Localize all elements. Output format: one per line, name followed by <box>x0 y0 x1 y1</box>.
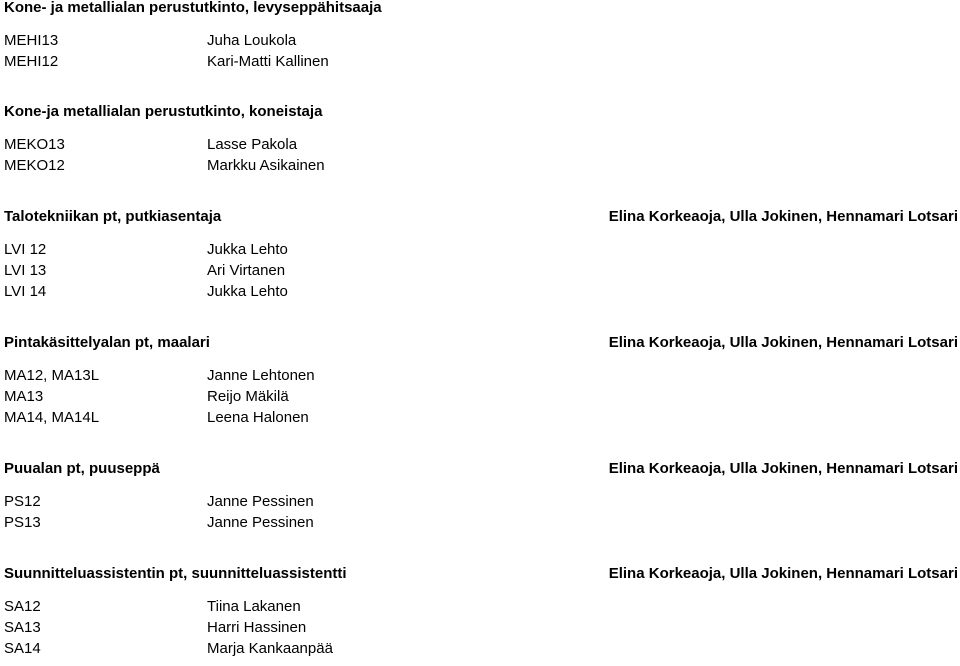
group-code: LVI 14 <box>4 283 47 300</box>
section-heading-row <box>4 563 958 584</box>
section-heading: Kone- ja metallialan perustutkinto, levyseppähitsaaja <box>4 0 382 16</box>
section-heading: Puualan pt, puuseppä <box>4 460 160 477</box>
group-teacher: Harri Hassinen <box>207 619 307 636</box>
section-heading-row <box>4 458 958 479</box>
group-code: MA14, MA14L <box>4 409 100 426</box>
group-teacher: Reijo Mäkilä <box>207 388 289 405</box>
group-row <box>4 617 604 638</box>
group-list <box>4 239 604 302</box>
group-code: MEHI12 <box>4 53 59 70</box>
group-list <box>4 596 604 659</box>
group-code: LVI 13 <box>4 262 47 279</box>
section-suunnitteluassistentti <box>4 563 958 657</box>
section-heading: Pintakäsittelyalan pt, maalari <box>4 334 210 351</box>
group-list <box>4 365 604 428</box>
group-list <box>4 30 604 72</box>
section-heading: Suunnitteluassistentin pt, suunnitteluassistentti <box>4 565 347 582</box>
group-teacher: Jukka Lehto <box>207 283 288 300</box>
group-row <box>4 407 604 428</box>
section-heading: Kone-ja metallialan perustutkinto, koneistaja <box>4 103 323 120</box>
group-code: SA14 <box>4 640 41 657</box>
group-row <box>4 260 604 281</box>
group-code: PS12 <box>4 493 41 510</box>
group-row <box>4 239 604 260</box>
group-teacher: Janne Lehtonen <box>207 367 315 384</box>
group-row <box>4 281 604 302</box>
group-code: MA12, MA13L <box>4 367 100 384</box>
group-teacher: Markku Asikainen <box>207 157 325 174</box>
group-row <box>4 134 604 155</box>
group-row <box>4 386 604 407</box>
group-row <box>4 596 604 617</box>
section-heading-row <box>4 332 958 353</box>
section-staff: Elina Korkeaoja, Ulla Jokinen, Hennamari Lotsari <box>608 565 958 582</box>
group-code: SA12 <box>4 598 41 615</box>
group-row <box>4 638 604 659</box>
group-teacher: Marja Kankaanpää <box>207 640 333 657</box>
group-teacher: Lasse Pakola <box>207 136 298 153</box>
group-list <box>4 134 604 176</box>
group-row <box>4 365 604 386</box>
group-row <box>4 491 604 512</box>
section-maalari <box>4 332 958 426</box>
section-heading-row <box>4 101 958 122</box>
section-levyseppahitsaaja <box>4 0 958 70</box>
section-staff: Elina Korkeaoja, Ulla Jokinen, Hennamari Lotsari <box>608 208 958 225</box>
group-row <box>4 155 604 176</box>
group-code: PS13 <box>4 514 41 531</box>
group-code: LVI 12 <box>4 241 47 258</box>
group-teacher: Janne Pessinen <box>207 514 314 531</box>
group-teacher: Ari Virtanen <box>207 262 286 279</box>
group-code: MEHI13 <box>4 32 59 49</box>
section-putkiasentaja <box>4 206 958 300</box>
group-teacher: Tiina Lakanen <box>207 598 301 615</box>
section-heading-row <box>4 206 958 227</box>
group-code: SA13 <box>4 619 41 636</box>
group-teacher: Janne Pessinen <box>207 493 314 510</box>
group-row <box>4 51 604 72</box>
section-puuseppa <box>4 458 958 531</box>
group-row <box>4 30 604 51</box>
section-heading-row <box>4 0 958 18</box>
group-list <box>4 491 604 533</box>
group-teacher: Jukka Lehto <box>207 241 288 258</box>
group-code: MEKO12 <box>4 157 65 174</box>
section-koneistaja <box>4 101 958 174</box>
group-teacher: Juha Loukola <box>207 32 297 49</box>
group-code: MA13 <box>4 388 44 405</box>
group-row <box>4 512 604 533</box>
group-code: MEKO13 <box>4 136 65 153</box>
group-teacher: Leena Halonen <box>207 409 309 426</box>
group-teacher: Kari-Matti Kallinen <box>207 53 329 70</box>
section-heading: Talotekniikan pt, putkiasentaja <box>4 208 222 225</box>
section-staff: Elina Korkeaoja, Ulla Jokinen, Hennamari Lotsari <box>608 460 958 477</box>
section-staff: Elina Korkeaoja, Ulla Jokinen, Hennamari Lotsari <box>608 334 958 351</box>
